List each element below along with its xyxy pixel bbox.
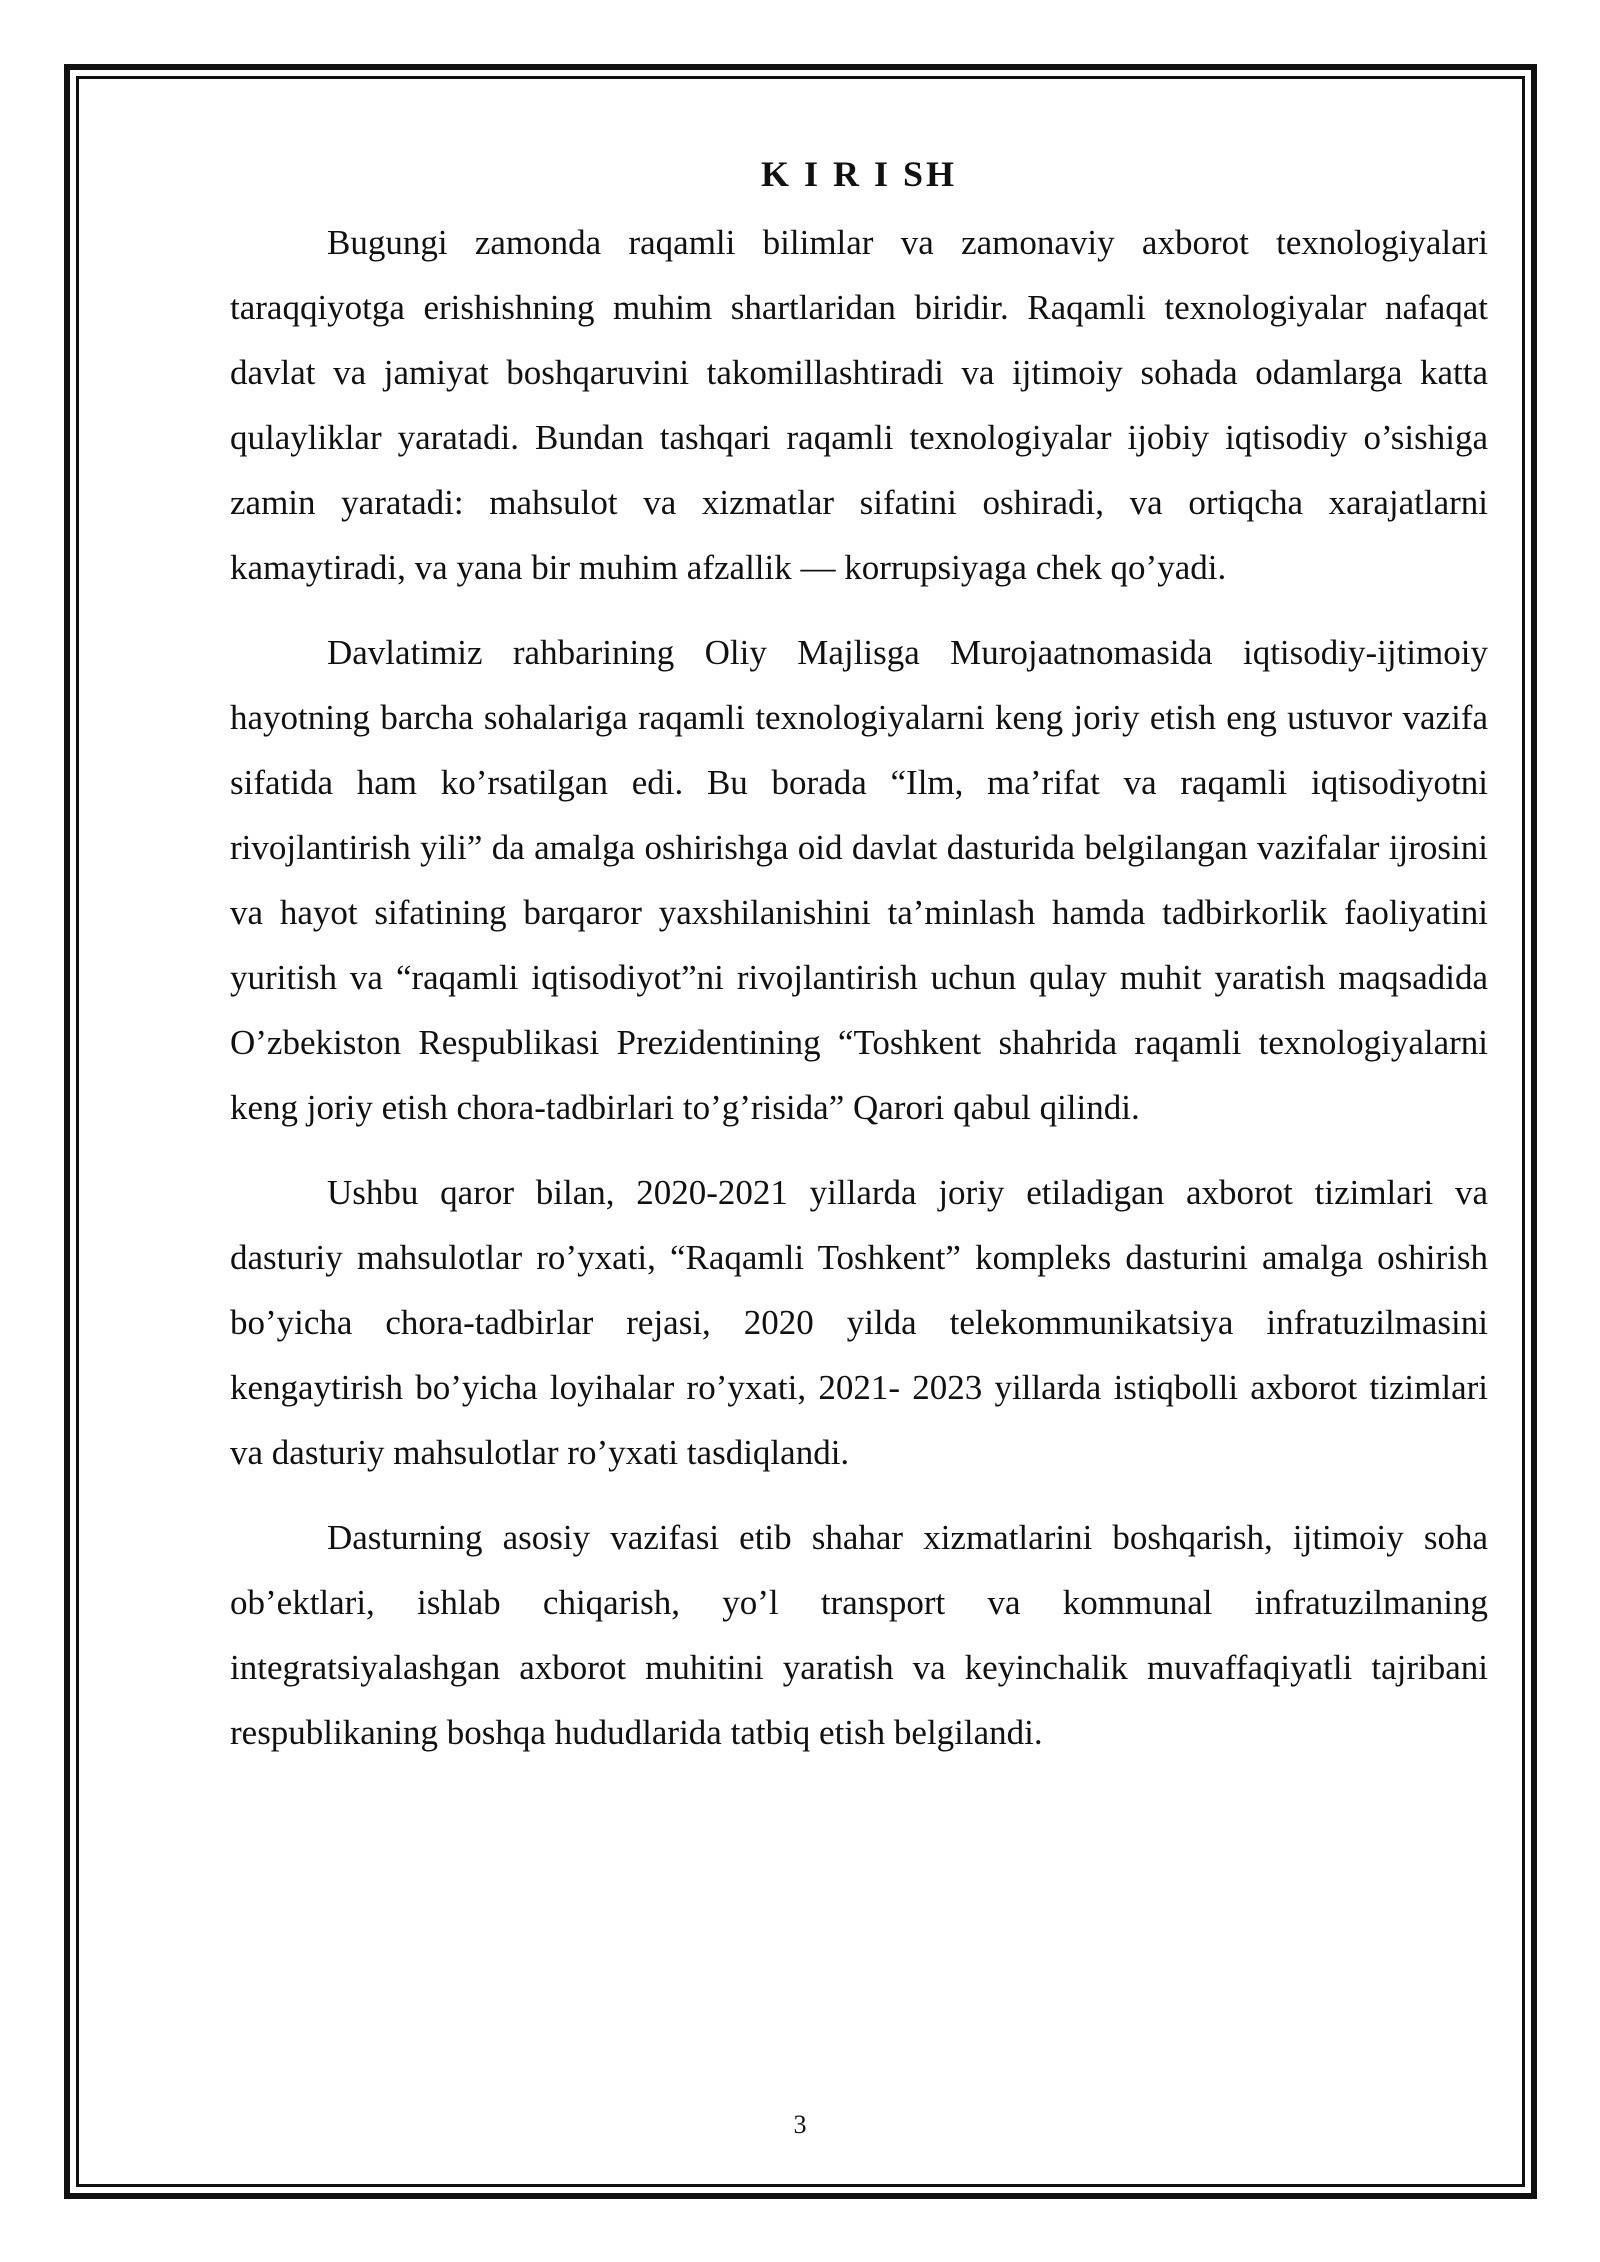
paragraph-2: Davlatimiz rahbarining Oliy Majlisga Murojaatnomasida iqtisodiy-ijtimoiy hayotning barcha sohalariga raqamli texnologiyalarni keng joriy etish eng ustuvor vazifa sifatida ham ko’rsatilgan edi. Bu borada “Ilm, ma’rifat va raqamli iqtisodiyotni rivojlantirish yili” da amalga oshirishga oid davlat dasturida belgilangan vazifalar ijrosini va hayot sifatining barqaror yaxshilanishini ta’minlash hamda tadbirkorlik faoliyatini yuritish va “raqamli iqtisodiyot”ni rivojlantirish uchun qulay muhit yaratish maqsadida O’zbekiston Respublikasi Prezidentining “Toshkent shahrida raqamli texnologiyalarni keng joriy etish chora-tadbirlari to’g’risida” Qarori qabul qilindi. [230, 633, 1488, 1127]
paragraph-3: Ushbu qaror bilan, 2020-2021 yillarda joriy etiladigan axborot tizimlari va dasturiy mahsulotlar ro’yxati, “Raqamli Toshkent” kompleks dasturini amalga oshirish bo’yicha chora-tadbirlar rejasi, 2020 yilda telekommunikatsiya infratuzilmasini kengaytirish bo’yicha loyihalar ro’yxati, 2021- 2023 yillarda istiqbolli axborot tizimlari va dasturiy mahsulotlar ro’yxati tasdiqlandi. [230, 1173, 1488, 1472]
paragraph-1: Bugungi zamonda raqamli bilimlar va zamonaviy axborot texnologiyalari taraqqiyotga erishishning muhim shartlaridan biridir. Raqamli texnologiyalar nafaqat davlat va jamiyat boshqaruvini takomillashtiradi va ijtimoiy sohada odamlarga katta qulayliklar yaratadi. Bundan tashqari raqamli texnologiyalar ijobiy iqtisodiy o’sishiga zamin yaratadi: mahsulot va xizmatlar sifatini oshiradi, va ortiqcha xarajatlarni kamaytiradi, va yana bir muhim afzallik — korrupsiyaga chek qo’yadi. [230, 223, 1488, 587]
document-title: K I R I SH [760, 154, 958, 194]
page-number: 3 [793, 2110, 807, 2139]
document-body [230, 150, 1488, 1785]
paragraph-4: Dasturning asosiy vazifasi etib shahar xizmatlarini boshqarish, ijtimoiy soha ob’ektlari, ishlab chiqarish, yo’l transport va kommunal infratuzilmaning integratsiyalashgan axborot muhitini yaratish va keyinchalik muvaffaqiyatli tajribani respublikaning boshqa hududlarida tatbiq etish belgilandi. [230, 1518, 1488, 1752]
